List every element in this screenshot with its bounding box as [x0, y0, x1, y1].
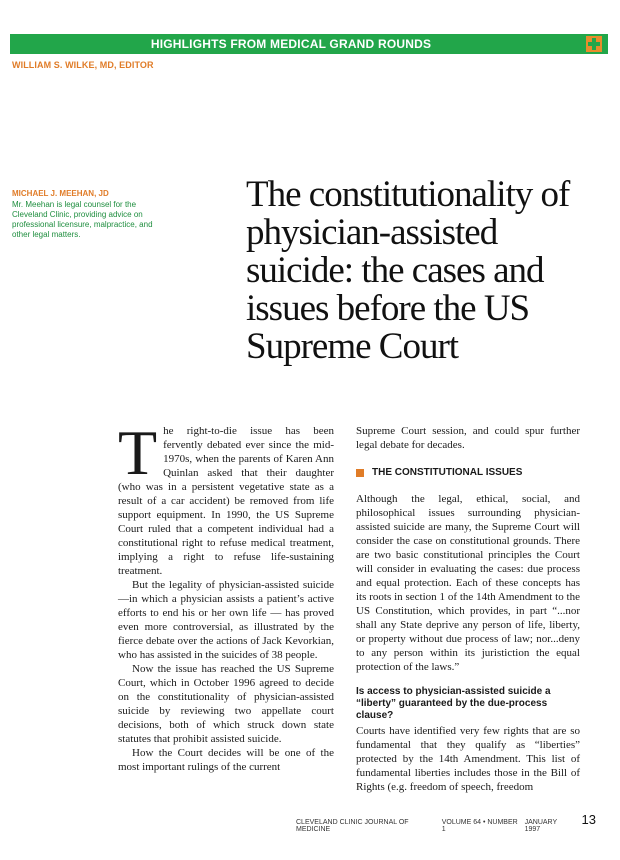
subheading: Is access to physician-assisted suicide a “liberty” guaranteed by the due-process clause?: [356, 686, 551, 721]
right-column: [356, 424, 580, 794]
paragraph: How the Court decides will be one of the most important rulings of the current: [118, 747, 334, 773]
paragraph: Courts have identified very few rights that are so fundamental that they qualify as “liberties” protected by the 14th Amendment. This list of fundamental liberties includes those in the Bill of Rights (e.g. freedom of speech, freedom: [356, 725, 580, 793]
paragraph: Although the legal, ethical, social, and philosophical issues surrounding physician-assisted suicide are many, the Supreme Court will consider the case on constitutional grounds. There are two basic constitutional principles the Court will consider in evaluating the cases: due process and equal protection. Each of these concepts has its roots in section 1 of the 14th Amendment to the US Constitution, which provides, in part “...nor shall any State deprive any person of life, liberty, or property without due process of law; nor...deny to any person within its juristiction the equal protection of the laws.”: [356, 493, 580, 673]
square-bullet-icon: [356, 469, 364, 477]
drop-cap: T: [118, 417, 158, 488]
paragraph: The right-to-die issue has been fervently debated ever since the mid-1970s, when the parents of Karen Ann Quinlan asked that their daughter (who was in a persistent vegetative state as a result of a car accident) be removed from life support equipment. In 1990, the US Supreme Court ruled that a competent individual had a constitutional right to refuse medical treatment, implying a right to refuse life-sustaining treatment.: [118, 417, 334, 577]
section-heading: THE CONSTITUTIONAL ISSUES: [356, 466, 580, 480]
banner-title: HIGHLIGHTS FROM MEDICAL GRAND ROUNDS: [150, 37, 432, 51]
page-number: 13: [581, 812, 596, 827]
paragraph: Supreme Court session, and could spur further legal debate for decades.: [356, 425, 580, 451]
article-title: The constitutionality of physician-assisted suicide: the cases and issues before the US Supreme Court: [246, 174, 570, 367]
author-name: MICHAEL J. MEEHAN, JD: [12, 189, 109, 198]
paragraph: Now the issue has reached the US Supreme Court, which in October 1996 agreed to decide on the constitutionality of physician-assisted suicide by reviewing two appellate court decisions, both of which struck down state statutes that prohibit assisted suicide.: [118, 663, 334, 745]
editor-credit: WILLIAM S. WILKE, MD, EDITOR: [12, 60, 154, 70]
cross-icon: [586, 36, 602, 52]
left-column: [118, 417, 334, 774]
page-footer: [296, 812, 596, 833]
journal-name: CLEVELAND CLINIC JOURNAL OF MEDICINE: [296, 819, 409, 833]
paragraph: But the legality of physician-assisted suicide—in which a physician assists a patient’s active efforts to end his or her own life — has proved even more controversial, as illustrated by the fierce debate over the actions of Jack Kevorkian, who has assisted in the suicides of 38 people.: [118, 579, 334, 661]
author-block: [12, 189, 162, 240]
section-banner: [10, 34, 608, 54]
issue-info: VOLUME 64 • NUMBER 1: [441, 819, 518, 833]
issue-date: JANUARY 1997: [524, 819, 558, 833]
author-bio: Mr. Meehan is legal counsel for the Cleveland Clinic, providing advice on professional licensure, malpractice, and other legal matters.: [12, 200, 153, 239]
